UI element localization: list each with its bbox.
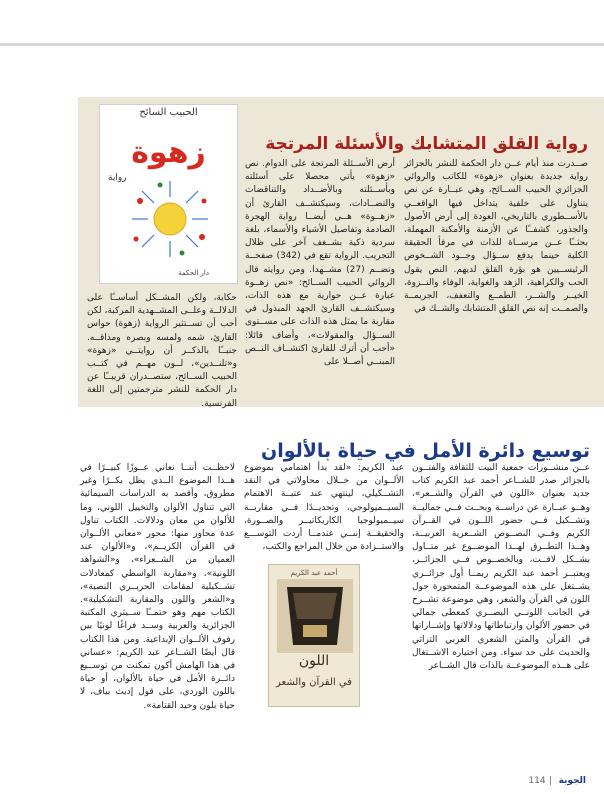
article-heading-novel: رواية القلق المتشابك والأسئلة المرتجة <box>265 134 588 155</box>
article-column-middle: عبد الكريم: «لقد بدأ اهتمامي بموضوع الألــوان من خــلال محاولاتي في النقد التشــكيلي، لينتهي عند عتبــة الاهتمام السيــميولوجي، وتحديــدًا فــي مقاربــة سيــميولوجيا الكاريكاتيــر والصــورة، والحقيقــة إننــي عندمــا أردت التوســـع والاستــزادة من خلال المراجع والكتب، <box>244 463 404 553</box>
book-cover-author: أحمد عبد الكريم <box>290 569 338 577</box>
book-cover-subtitle: رواية <box>108 173 127 183</box>
article-column-right: صــدرت منذ أيام عــن دار الحكمة للنشر بالجزائر رواية جديدة بعنوان «زهوة» للكاتب والروائي الجزائري الحبيب الســائح، وهي عبــارة عن نص يتناول على خلفية يتداخل فيها الواقعــي بالأســطوري بالتاريخي، العودة إلى أرض الأصول والجذور، كشفــًا عن الأزمنة والأمكنة المهملة، بحثــًا عــن مرســاة للذات في مرفأ الحقيقة الكلية حينما يدفع ســؤال وجــود الشــخوص الرئيســيين هو بؤرة القلق لديهم. النص يقول الحب والكراهية، الزهد والغواية، الوفاء والنــزوة، الخيــر والشــر، الطمــع والتعفف، الجريمــة والصمــت إنه نص القلق المتشابك والشــك في <box>404 159 588 315</box>
page-footer <box>528 776 586 786</box>
book-cover-zahwa <box>99 104 238 284</box>
article-column-middle: أرض الأســئلة المرتجة على الدوام. نص «زهوة» يأتي محصلا على أسئلته وبأســئلته وبالأضــداد والتناقضات والتضــادات، وسيكتشــف القارئ أن «زهــوة» هــي أيضــا رواية الهجرة الصادمة وتفاصيل الأشياء والأسماء، بلغة سردية ذكية بشــغف آخر على ظلال التجريب. الرواية تقع في (342) صفحــة وتضــم (27) مشــهدا. ومن روايته قال الروائي الحبيب الســائح: «نص زهــوة عبارة عــن حوارية مع هذه الذات، وسيكتشــف القارئ الجهد المبذول في مقاربة ما يمثل هذه الذات على مســتوى الســؤال والمقولات»، وأضاف قائلا: «أحب أن أترك للقارئ اكتشــاف النــص المبنــي أصــلا على <box>245 159 396 368</box>
book-cover-color <box>268 564 360 707</box>
top-divider <box>0 43 604 46</box>
book-cover-subtitle: في القرآن والشعر <box>276 677 352 688</box>
article-column-left: حكاية، ولكن المشــكل أساســًا على الدلالــة وعلــى المشــهدية المركبة، لكن أحب أن تســتثير الرواية (زهوة) حواس القارئ، شمه ولمسه وبصره ومذاقــه. جنبــًا بالذكــر أن روايتــي «زهوة» و«تلنــدين»، لــون مهــم في كتــب الحبيب الســائح، ستصــدران قريبــًا عن دار الحكمة للنشر مترجمتين إلى اللغة الفرنسية. <box>87 293 237 409</box>
book-cover-title: زهوة <box>131 135 206 170</box>
book-cover-illustration <box>120 171 220 261</box>
article-heading-colors: توسيع دائرة الأمل في حياة بالألوان <box>260 439 590 462</box>
book-cover-author: الحبيب السائح <box>139 107 198 118</box>
book-cover-title: اللون <box>298 653 330 669</box>
magazine-name: الجوبة <box>558 776 586 786</box>
footer-divider <box>550 776 551 785</box>
article-column-left: لاحظــت أننــا نعاني عــوزًا كبيــرًا في هــذا الموضوع الــذي يظل بكــرًا وغير مطروق، وأقصد به الدراسات السيمائية التي تتناول الألوان والتخييل اللوني، وما للألوان من معان ودلالات. الكتاب تناول عدة محاور منها: محور «معاني الألــوان في القرآن الكريــم»، و«الألوان عند العميان من الشــعراء»، و«الشواهد اللونية»، و«مقاربة الواسطي كمعادلات تشــكيلية لمقامات الحريــري النصية»، و«الشعر واللون والمقاربة التشكيلية». الكتاب مهم وهو حتمــًا ســيثري المكتبة الجزائرية والعربية وســد فراغًا لونيًا بين رفوف الألــوان الإبداعية. ومن هذا الكتاب قال أيضًا الشــاعر عبد الكريم: «عساني في هذا الهامش أكون تمكنت من توســيع دائــرة الأمل في حياة بالألوان، أو حياة باللون الوردي، على قول إديث بياف، لا حياة بلون وحيد القتامة». <box>80 463 235 711</box>
page-number: 114 <box>528 776 546 786</box>
book-cover-illustration <box>277 579 353 653</box>
book-cover-publisher: دار الحكمة <box>178 269 209 277</box>
article-column-right: عــن منشــورات جمعية البيت للثقافة والفنــون بالجزائر صدر للشــاعر أحمد عبد الكريم كتاب جديد بعنوان «اللون في القرآن والشــعر»، وهــو عبــارة عن دراســة وبحــث فــي جماليــة وتشــكيل فــي حضور اللــون في القــرآن الكريم وفــي النصــوص الشــعرية العربيــة، وهــذا التطــرق لهــذا الموضــوع غير متــاول بشــكل لافــت، وبالخصــوص فــي الجزائــر، ويعتبــر أحمد عبد الكريم ربمــا أول جزائــري يشــتغل على هذه الموضوعــة المتمحورة حول اللون في القرآن والشعر، وهي موضوعة تشــرح في الجانب اللونــي البصــري كمعطى جمالي في حضور الألوان وارتباطاتها ودلالاتها وإشــاراتها في القرآن والمتن الشعري العربي التراثي والحديث على حد سواء. ومن اختياره الاشــتغال على هــذه الموضوعــة بالذات قال الشــاعر <box>412 463 590 672</box>
